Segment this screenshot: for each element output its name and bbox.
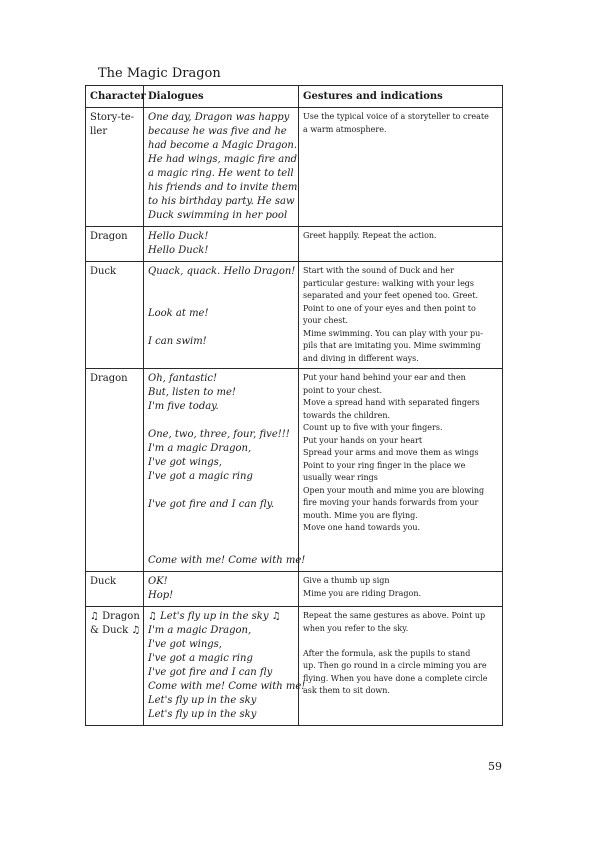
- gesture-line: Greet happily. Repeat the action.: [303, 231, 437, 240]
- character-cell: [86, 227, 144, 262]
- dialogue-line: Come with me! Come with me!: [148, 555, 306, 566]
- character-line: ller: [90, 126, 108, 137]
- dialogue-line: his friends and to invite them: [148, 182, 298, 193]
- gesture-line: Put your hands on your heart: [303, 435, 423, 445]
- gesture-line: Count up to five with your fingers.: [303, 423, 443, 432]
- gesture-cell: [299, 572, 503, 607]
- dialogue-line: had become a Magic Dragon.: [148, 140, 298, 151]
- dialogue-line: Hello Duck!: [148, 245, 209, 256]
- table-row: [86, 369, 503, 572]
- gesture-line: up. Then go round in a circle miming you are: [303, 661, 487, 670]
- dialogue-line: [148, 321, 294, 335]
- dialogue-line: Duck swimming in her pool: [148, 210, 288, 221]
- gesture-line: your chest.: [303, 316, 349, 325]
- dialogue-line: I've got a magic ring: [148, 653, 253, 664]
- gesture-line: ask them to sit down.: [303, 686, 390, 695]
- dialogue-line: I've got fire and I can fly.: [148, 499, 275, 510]
- dialogue-line: I'm five today.: [148, 401, 219, 412]
- dialogue-line: OK!: [148, 576, 168, 587]
- gesture-line: Start with the sound of Duck and her: [303, 266, 454, 275]
- dialogue-line: to his birthday party. He saw: [148, 196, 295, 207]
- gesture-line: Put your hand behind your ear and then: [303, 373, 466, 382]
- header-gestures: Gestures and indications: [299, 86, 503, 108]
- dialogue-line: [148, 484, 294, 498]
- gesture-line: pils that are imitating you. Mime swimming: [303, 341, 481, 350]
- gesture-line: when you refer to the sky.: [303, 623, 409, 633]
- dialogue-cell: [144, 369, 306, 572]
- character-line: Story-te-: [90, 112, 135, 123]
- gesture-line: towards the children.: [303, 410, 391, 420]
- gesture-line: mouth. Mime you are flying.: [303, 510, 418, 520]
- dialogue-line: [148, 540, 294, 554]
- character-cell: [86, 572, 144, 607]
- gesture-line: and diving in different ways.: [303, 353, 419, 363]
- character-cell: [86, 607, 144, 726]
- page-number: 59: [488, 760, 502, 773]
- gesture-line: particular gesture: walking with your legs: [303, 278, 475, 288]
- dialogue-line: ♫ Let's fly up in the sky ♫: [148, 611, 281, 622]
- dialogue-line: I've got fire and I can fly: [148, 667, 273, 678]
- dialogue-line: I'm a magic Dragon,: [148, 443, 252, 454]
- gesture-line: Repeat the same gestures as above. Point up: [303, 611, 486, 620]
- gesture-line: Mime swimming. You can play with your pu-: [303, 328, 483, 338]
- gesture-line: Give a thumb up sign: [303, 576, 390, 585]
- dialogue-line: One day, Dragon was happy: [148, 112, 290, 123]
- character-line: Dragon: [90, 373, 128, 384]
- dialogue-line: I've got wings,: [148, 639, 222, 650]
- dialogue-line: One, two, three, four, five!!!: [148, 429, 290, 440]
- dialogue-line: Quack, quack. Hello Dragon!: [148, 266, 296, 277]
- character-line: Dragon: [90, 231, 128, 242]
- dialogue-line: Let's fly up in the sky: [148, 709, 257, 720]
- dialogue-cell: [144, 607, 306, 726]
- table-row: [86, 262, 503, 369]
- dialogue-cell: [144, 108, 299, 227]
- gesture-line: [303, 635, 498, 648]
- table-body: [86, 108, 503, 726]
- gesture-line: Move a spread hand with separated fingers: [303, 398, 480, 407]
- character-line: & Duck ♫: [90, 625, 141, 636]
- table-header-row: [86, 86, 503, 108]
- dialogue-line: Hop!: [148, 590, 174, 601]
- character-cell: [86, 108, 144, 227]
- gesture-line: point to your chest.: [303, 385, 383, 395]
- gesture-line: usually wear rings: [303, 473, 378, 482]
- dialogue-cell: [144, 227, 299, 262]
- gesture-line: Move one hand towards you.: [303, 523, 421, 532]
- character-line: Duck: [90, 576, 117, 587]
- header-dialogues: Dialogues: [144, 86, 299, 108]
- gesture-line: separated and your feet opened too. Greet.: [303, 291, 479, 300]
- dialogue-line: He had wings, magic fire and: [148, 154, 298, 165]
- gesture-line: Use the typical voice of a storyteller to create: [303, 112, 489, 121]
- gesture-line: a warm atmosphere.: [303, 124, 387, 134]
- table-row: [86, 227, 503, 262]
- character-cell: [86, 262, 144, 369]
- table-row: [86, 572, 503, 607]
- dialogue-line: Let's fly up in the sky: [148, 695, 257, 706]
- gesture-line: fire moving your hands forwards from your: [303, 498, 479, 507]
- gesture-cell: [299, 227, 503, 262]
- gesture-line: Point to your ring finger in the place we: [303, 460, 466, 470]
- gesture-cell: [299, 262, 503, 369]
- dialogue-line: because he was five and he: [148, 126, 287, 137]
- dialogue-line: I'm a magic Dragon,: [148, 625, 252, 636]
- gesture-line: After the formula, ask the pupils to stand: [303, 648, 471, 658]
- dialogue-line: I can swim!: [148, 336, 207, 347]
- dialogue-line: a magic ring. He went to tell: [148, 168, 294, 179]
- gesture-line: Mime you are riding Dragon.: [303, 588, 422, 598]
- character-cell: [86, 369, 144, 572]
- gesture-cell: [299, 369, 503, 572]
- dialogue-cell: [144, 572, 299, 607]
- gesture-line: Point to one of your eyes and then point to: [303, 303, 476, 313]
- dialogue-line: [148, 414, 294, 428]
- character-line: ♫ Dragon: [90, 611, 140, 622]
- gesture-line: Open your mouth and mime you are blowing: [303, 485, 485, 495]
- dialogue-line: I've got a magic ring: [148, 471, 253, 482]
- script-table: [85, 85, 503, 726]
- table-row: [86, 607, 503, 726]
- dialogue-line: [148, 293, 294, 307]
- dialogue-line: Hello Duck!: [148, 231, 209, 242]
- gesture-cell: [299, 607, 503, 726]
- table-row: [86, 108, 503, 227]
- dialogue-line: [148, 512, 294, 526]
- dialogue-line: Come with me! Come with me!: [148, 681, 306, 692]
- character-line: Duck: [90, 266, 117, 277]
- dialogue-line: But, listen to me!: [148, 387, 236, 398]
- dialogue-line: Look at me!: [148, 308, 209, 319]
- page-title: The Magic Dragon: [98, 66, 221, 81]
- gesture-line: flying. When you have done a complete circle: [303, 673, 488, 683]
- dialogue-cell: [144, 262, 299, 369]
- dialogue-line: Oh, fantastic!: [148, 373, 218, 384]
- header-character: Character: [86, 86, 144, 108]
- dialogue-line: [148, 279, 294, 293]
- dialogue-line: [148, 526, 294, 540]
- gesture-cell: [299, 108, 503, 227]
- gesture-line: Spread your arms and move them as wings: [303, 448, 479, 457]
- dialogue-line: I've got wings,: [148, 457, 222, 468]
